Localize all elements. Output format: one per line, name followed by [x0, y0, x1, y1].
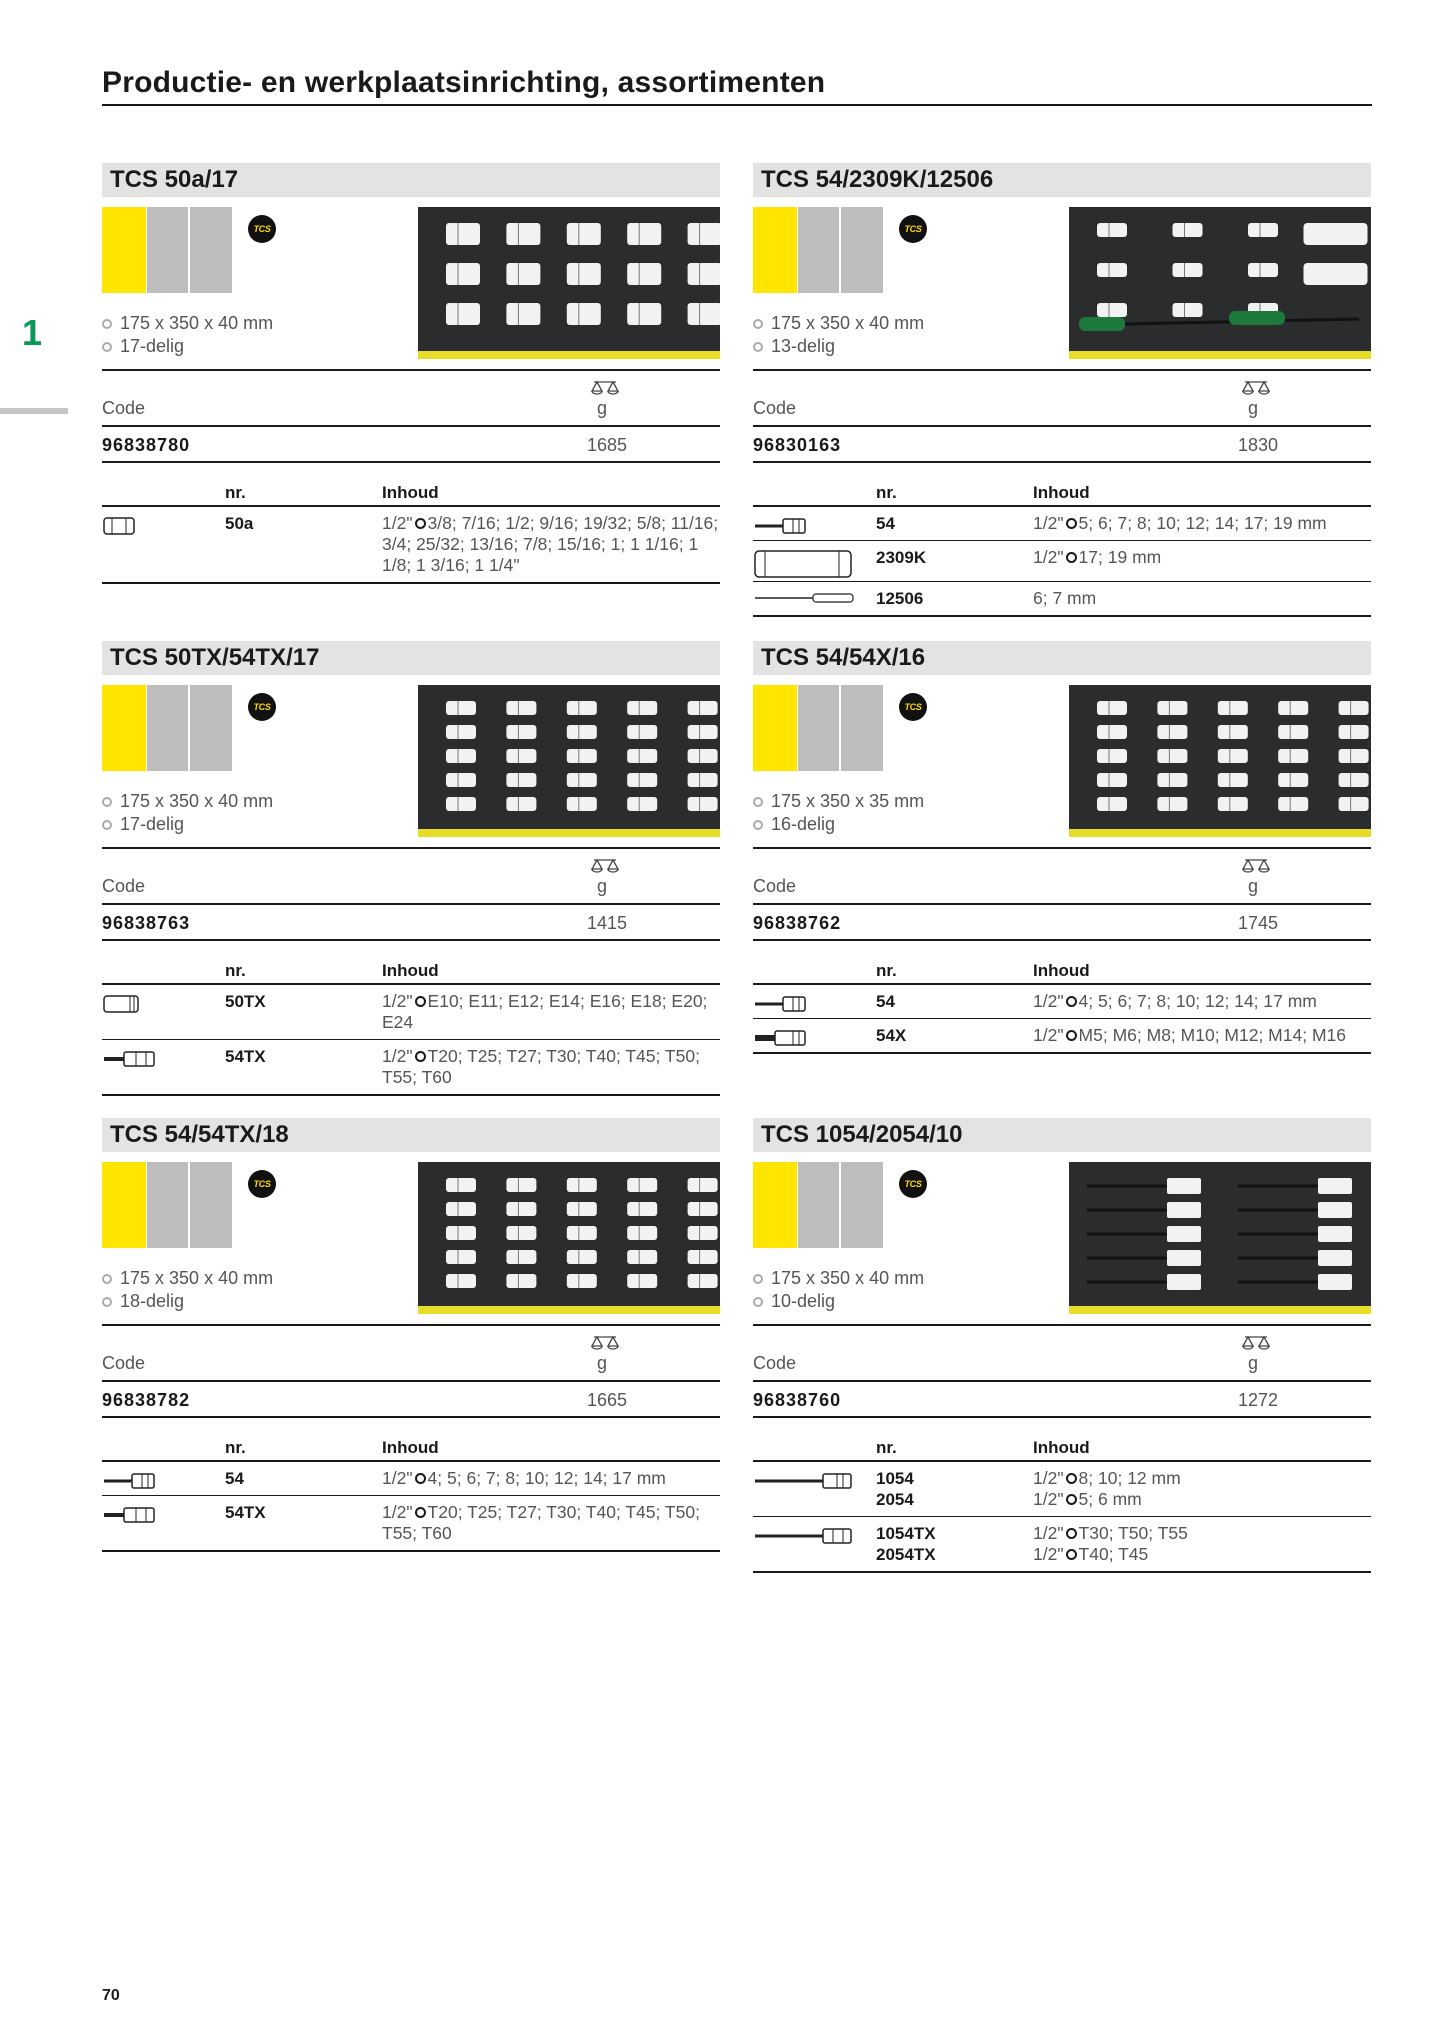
dimensions: 175 x 350 x 40 mm: [120, 1268, 274, 1288]
contents-table: [102, 483, 720, 584]
code-table: [102, 1324, 720, 1418]
bullet-icon: [753, 319, 763, 329]
contents-row: [753, 541, 1371, 582]
set-specs: [753, 790, 924, 836]
item-nr: 1054TX: [876, 1524, 936, 1543]
torx-bit-socket-icon: [102, 1048, 158, 1075]
weight-unit: g: [597, 1353, 608, 1373]
tcs-badge-icon: TCS: [899, 215, 927, 243]
code-table: [102, 847, 720, 941]
chapter-number: 1: [22, 312, 43, 353]
contents-row: [102, 985, 720, 1040]
socket-symbol-icon: [1066, 1549, 1077, 1560]
item-number: [876, 513, 895, 534]
item-number: [876, 991, 895, 1012]
item-contents: [1033, 513, 1371, 534]
drive-size: 1/2": [1033, 991, 1064, 1011]
item-number: [876, 1523, 936, 1565]
contents-row: [102, 1496, 720, 1552]
contents-table: [102, 1438, 720, 1552]
dimensions: 175 x 350 x 40 mm: [120, 791, 274, 811]
color-swatch: [753, 685, 883, 771]
tool-tray-image: [418, 207, 720, 359]
dimensions: 175 x 350 x 35 mm: [771, 791, 925, 811]
contents-header: [753, 1438, 1371, 1462]
page-title: Productie- en werkplaatsinrichting, assortimenten: [102, 66, 1372, 106]
socket-symbol-icon: [415, 518, 426, 529]
code-label: Code: [753, 398, 797, 418]
set-media: [753, 685, 1371, 847]
product-set-card: [102, 641, 720, 1096]
bullet-icon: [102, 1297, 112, 1307]
contents-row: [753, 1462, 1371, 1517]
socket-symbol-icon: [415, 1507, 426, 1518]
contents-row: [753, 507, 1371, 541]
torx-bit-socket-icon: [102, 1504, 158, 1531]
article-code: 96838782: [102, 1390, 191, 1410]
item-nr-2: 2054: [876, 1490, 914, 1509]
inhoud-header: Inhoud: [382, 961, 439, 980]
item-number: [225, 513, 253, 534]
set-title: TCS 1054/2054/10: [753, 1118, 1371, 1152]
color-swatch: [102, 1162, 232, 1248]
article-code: 96838763: [102, 913, 191, 933]
size-list: 17; 19 mm: [1078, 547, 1162, 567]
inhoud-header: Inhoud: [382, 1438, 439, 1457]
drive-size: 1/2": [1033, 1468, 1064, 1488]
weight-value: 1415: [587, 913, 628, 933]
contents-line: [1033, 1489, 1371, 1510]
socket-symbol-icon: [1066, 552, 1077, 563]
weight-scale-icon: [1241, 857, 1271, 873]
code-label: Code: [102, 876, 146, 896]
weight-unit: g: [1248, 1353, 1259, 1373]
item-number: [876, 588, 923, 609]
socket-symbol-icon: [415, 996, 426, 1007]
contents-header: [102, 483, 720, 507]
article-code: 96830163: [753, 435, 842, 455]
item-nr: 54: [225, 1469, 244, 1488]
drive-size: 1/2": [1033, 1025, 1064, 1045]
code-label: Code: [753, 876, 797, 896]
bullet-icon: [753, 1297, 763, 1307]
set-title: TCS 50TX/54TX/17: [102, 641, 720, 675]
tool-tray-image: [418, 685, 720, 837]
bullet-icon: [753, 342, 763, 352]
article-code: 96838780: [102, 435, 191, 455]
bullet-icon: [102, 1274, 112, 1284]
bullet-icon: [102, 820, 112, 830]
contents-header: [753, 961, 1371, 985]
item-nr: 12506: [876, 589, 924, 608]
product-set-card: [102, 1118, 720, 1552]
weight-value: 1685: [587, 435, 628, 455]
size-list: 5; 6 mm: [1078, 1489, 1142, 1509]
set-specs: [753, 312, 924, 358]
weight-value: 1745: [1238, 913, 1279, 933]
contents-line: [1033, 1468, 1371, 1489]
drive-size: 1/2": [382, 1502, 413, 1522]
code-row: [753, 427, 1371, 463]
drive-size: 1/2": [1033, 1544, 1064, 1564]
drive-size: 1/2": [382, 1046, 413, 1066]
item-contents: [382, 1468, 720, 1489]
size-list: 8; 10; 12 mm: [1078, 1468, 1181, 1488]
torx-socket-icon: [102, 993, 158, 1020]
weight-unit: g: [1248, 398, 1259, 418]
item-contents: [1033, 1523, 1371, 1565]
contents-line: [1033, 513, 1371, 534]
dimensions: 175 x 350 x 40 mm: [120, 313, 274, 333]
item-nr: 1054: [876, 1469, 914, 1488]
tool-tray-image: [1069, 207, 1371, 359]
size-list: 6; 7 mm: [1033, 588, 1097, 608]
contents-line: [1033, 588, 1371, 609]
item-nr: 50a: [225, 514, 254, 533]
nr-header: nr.: [876, 961, 897, 980]
socket-symbol-icon: [1066, 1494, 1077, 1505]
item-number: [225, 1468, 244, 1489]
size-list: M5; M6; M8; M10; M12; M14; M16: [1078, 1025, 1346, 1045]
drive-size: 1/2": [1033, 547, 1064, 567]
piece-count: 17-delig: [120, 336, 185, 356]
code-label: Code: [753, 1353, 797, 1373]
item-nr: 2309K: [876, 548, 927, 567]
set-media: [753, 207, 1371, 369]
pieces-line: [753, 813, 924, 836]
weight-unit: g: [597, 876, 608, 896]
piece-count: 10-delig: [771, 1291, 836, 1311]
inhoud-header: Inhoud: [382, 483, 439, 502]
size-list: T20; T25; T27; T30; T40; T45; T50; T55; T60: [382, 1502, 700, 1543]
code-row: [753, 905, 1371, 941]
item-nr: 54: [876, 992, 895, 1011]
dimensions: 175 x 350 x 40 mm: [771, 1268, 925, 1288]
size-list: 3/8; 7/16; 1/2; 9/16; 19/32; 5/8; 11/16; 3/4; 25/32; 13/16; 7/8; 15/16; 1; 1 1/16; 1 1/8; 1 3/16; 1 1/4": [382, 513, 719, 575]
product-set-card: [753, 641, 1371, 1054]
color-swatch: [102, 207, 232, 293]
contents-row: [102, 1462, 720, 1496]
screwdriver-icon: [753, 590, 855, 617]
tcs-badge-icon: TCS: [899, 693, 927, 721]
drive-size: 1/2": [382, 1468, 413, 1488]
contents-line: [382, 1502, 720, 1544]
size-list: 4; 5; 6; 7; 8; 10; 12; 14; 17 mm: [1078, 991, 1317, 1011]
set-specs: [753, 1267, 924, 1313]
contents-line: [1033, 547, 1371, 568]
contents-table: [102, 961, 720, 1096]
product-set-card: [753, 163, 1371, 617]
code-table: [753, 1324, 1371, 1418]
contents-line: [1033, 1523, 1371, 1544]
weight-scale-icon: [1241, 1334, 1271, 1350]
inhoud-header: Inhoud: [1033, 1438, 1090, 1457]
bullet-icon: [102, 319, 112, 329]
product-set-card: [753, 1118, 1371, 1573]
nr-header: nr.: [225, 483, 246, 502]
article-code: 96838762: [753, 913, 842, 933]
set-title: TCS 54/54TX/18: [102, 1118, 720, 1152]
dimensions-line: [102, 790, 273, 813]
set-specs: [102, 1267, 273, 1313]
size-list: T40; T45: [1078, 1544, 1149, 1564]
contents-table: [753, 1438, 1371, 1573]
item-contents: [1033, 991, 1371, 1012]
inhoud-header: Inhoud: [1033, 483, 1090, 502]
pieces-line: [102, 335, 273, 358]
code-row: [102, 1382, 720, 1418]
weight-scale-icon: [1241, 379, 1271, 395]
contents-header: [102, 1438, 720, 1462]
item-nr: 54X: [876, 1026, 907, 1045]
contents-row: [753, 1517, 1371, 1573]
screwdriver-socket-icon: [753, 993, 809, 1020]
contents-line: [1033, 991, 1371, 1012]
contents-row: [753, 582, 1371, 617]
drive-size: 1/2": [1033, 1523, 1064, 1543]
pieces-line: [102, 1290, 273, 1313]
code-table: [753, 847, 1371, 941]
code-table-header: [753, 849, 1371, 905]
contents-row: [102, 1040, 720, 1096]
item-nr: 50TX: [225, 992, 266, 1011]
item-contents: [382, 1046, 720, 1088]
code-table: [753, 369, 1371, 463]
set-media: [753, 1162, 1371, 1324]
tcs-badge-icon: TCS: [899, 1170, 927, 1198]
weight-scale-icon: [590, 379, 620, 395]
set-media: [102, 1162, 720, 1324]
item-nr-2: 2054TX: [876, 1545, 936, 1564]
item-nr: 54TX: [225, 1503, 266, 1522]
size-list: E10; E11; E12; E14; E16; E18; E20; E24: [382, 991, 708, 1032]
product-set-card: [102, 163, 720, 584]
item-nr: 54TX: [225, 1047, 266, 1066]
code-row: [753, 1382, 1371, 1418]
item-number: [876, 547, 926, 568]
piece-count: 18-delig: [120, 1291, 185, 1311]
socket-symbol-icon: [415, 1473, 426, 1484]
weight-unit: g: [1248, 876, 1259, 896]
drive-size: 1/2": [382, 991, 413, 1011]
long-hex-bit-socket-icon: [753, 1470, 853, 1497]
contents-line: [382, 991, 720, 1033]
screwdriver-socket-icon: [102, 1470, 158, 1497]
contents-line: [382, 1046, 720, 1088]
socket-symbol-icon: [1066, 1528, 1077, 1539]
tool-tray-image: [1069, 1162, 1371, 1314]
pieces-line: [102, 813, 273, 836]
code-row: [102, 905, 720, 941]
nr-header: nr.: [876, 1438, 897, 1457]
long-torx-bit-socket-icon: [753, 1525, 853, 1552]
item-contents: [1033, 1025, 1371, 1046]
piece-count: 16-delig: [771, 814, 836, 834]
code-table-header: [102, 1326, 720, 1382]
tcs-badge-icon: TCS: [248, 1170, 276, 1198]
color-swatch: [753, 1162, 883, 1248]
socket-symbol-icon: [1066, 1473, 1077, 1484]
spline-bit-socket-icon: [753, 1027, 809, 1054]
dimensions: 175 x 350 x 40 mm: [771, 313, 925, 333]
item-number: [876, 1468, 914, 1510]
item-contents: [382, 991, 720, 1033]
item-contents: [1033, 547, 1371, 568]
pieces-line: [753, 335, 924, 358]
screwdriver-socket-icon: [753, 515, 809, 542]
set-title: TCS 54/2309K/12506: [753, 163, 1371, 197]
set-title: TCS 54/54X/16: [753, 641, 1371, 675]
code-row: [102, 427, 720, 463]
article-code: 96838760: [753, 1390, 842, 1410]
contents-row: [102, 507, 720, 584]
item-number: [225, 1046, 266, 1067]
tool-tray-image: [1069, 685, 1371, 837]
weight-value: 1830: [1238, 435, 1279, 455]
set-media: [102, 207, 720, 369]
contents-line: [1033, 1544, 1371, 1565]
weight-value: 1272: [1238, 1390, 1279, 1410]
item-contents: [382, 1502, 720, 1544]
weight-scale-icon: [590, 857, 620, 873]
contents-row: [753, 985, 1371, 1019]
piece-count: 13-delig: [771, 336, 836, 356]
color-swatch: [102, 685, 232, 771]
nr-header: nr.: [225, 961, 246, 980]
tcs-badge-icon: TCS: [248, 215, 276, 243]
contents-row: [753, 1019, 1371, 1054]
item-contents: [382, 513, 720, 576]
item-number: [876, 1025, 906, 1046]
socket-symbol-icon: [1066, 518, 1077, 529]
contents-header: [753, 483, 1371, 507]
drive-size: 1/2": [382, 513, 413, 533]
piece-count: 17-delig: [120, 814, 185, 834]
dimensions-line: [753, 790, 924, 813]
tool-tray-image: [418, 1162, 720, 1314]
bullet-icon: [753, 1274, 763, 1284]
size-list: 5; 6; 7; 8; 10; 12; 14; 17; 19 mm: [1078, 513, 1327, 533]
socket-symbol-icon: [415, 1051, 426, 1062]
socket-icon: [102, 515, 158, 542]
bullet-icon: [753, 797, 763, 807]
item-number: [225, 991, 266, 1012]
dimensions-line: [102, 312, 273, 335]
drive-size: 1/2": [1033, 513, 1064, 533]
tcs-badge-icon: TCS: [248, 693, 276, 721]
contents-line: [1033, 1025, 1371, 1046]
code-table-header: [753, 1326, 1371, 1382]
nr-header: nr.: [225, 1438, 246, 1457]
bullet-icon: [753, 820, 763, 830]
size-list: 4; 5; 6; 7; 8; 10; 12; 14; 17 mm: [427, 1468, 666, 1488]
weight-scale-icon: [590, 1334, 620, 1350]
weight-value: 1665: [587, 1390, 628, 1410]
bullet-icon: [102, 342, 112, 352]
code-table-header: [102, 371, 720, 427]
item-contents: [1033, 1468, 1371, 1510]
contents-table: [753, 961, 1371, 1054]
item-nr: 54: [876, 514, 895, 533]
bullet-icon: [102, 797, 112, 807]
dimensions-line: [753, 1267, 924, 1290]
code-label: Code: [102, 1353, 146, 1373]
nr-header: nr.: [876, 483, 897, 502]
dimensions-line: [102, 1267, 273, 1290]
inhoud-header: Inhoud: [1033, 961, 1090, 980]
set-media: [102, 685, 720, 847]
contents-header: [102, 961, 720, 985]
code-table: [102, 369, 720, 463]
size-list: T30; T50; T55: [1078, 1523, 1188, 1543]
code-table-header: [102, 849, 720, 905]
contents-table: [753, 483, 1371, 617]
code-table-header: [753, 371, 1371, 427]
deep-socket-icon: [753, 549, 853, 584]
item-number: [225, 1502, 266, 1523]
chapter-marker: [0, 408, 68, 414]
set-title: TCS 50a/17: [102, 163, 720, 197]
set-specs: [102, 312, 273, 358]
set-specs: [102, 790, 273, 836]
size-list: T20; T25; T27; T30; T40; T45; T50; T55; T60: [382, 1046, 700, 1087]
pieces-line: [753, 1290, 924, 1313]
socket-symbol-icon: [1066, 996, 1077, 1007]
code-label: Code: [102, 398, 146, 418]
contents-line: [382, 513, 720, 576]
weight-unit: g: [597, 398, 608, 418]
page-number: 70: [102, 1987, 120, 2004]
contents-line: [382, 1468, 720, 1489]
socket-symbol-icon: [1066, 1030, 1077, 1041]
item-contents: [1033, 588, 1371, 609]
dimensions-line: [753, 312, 924, 335]
color-swatch: [753, 207, 883, 293]
drive-size: 1/2": [1033, 1489, 1064, 1509]
